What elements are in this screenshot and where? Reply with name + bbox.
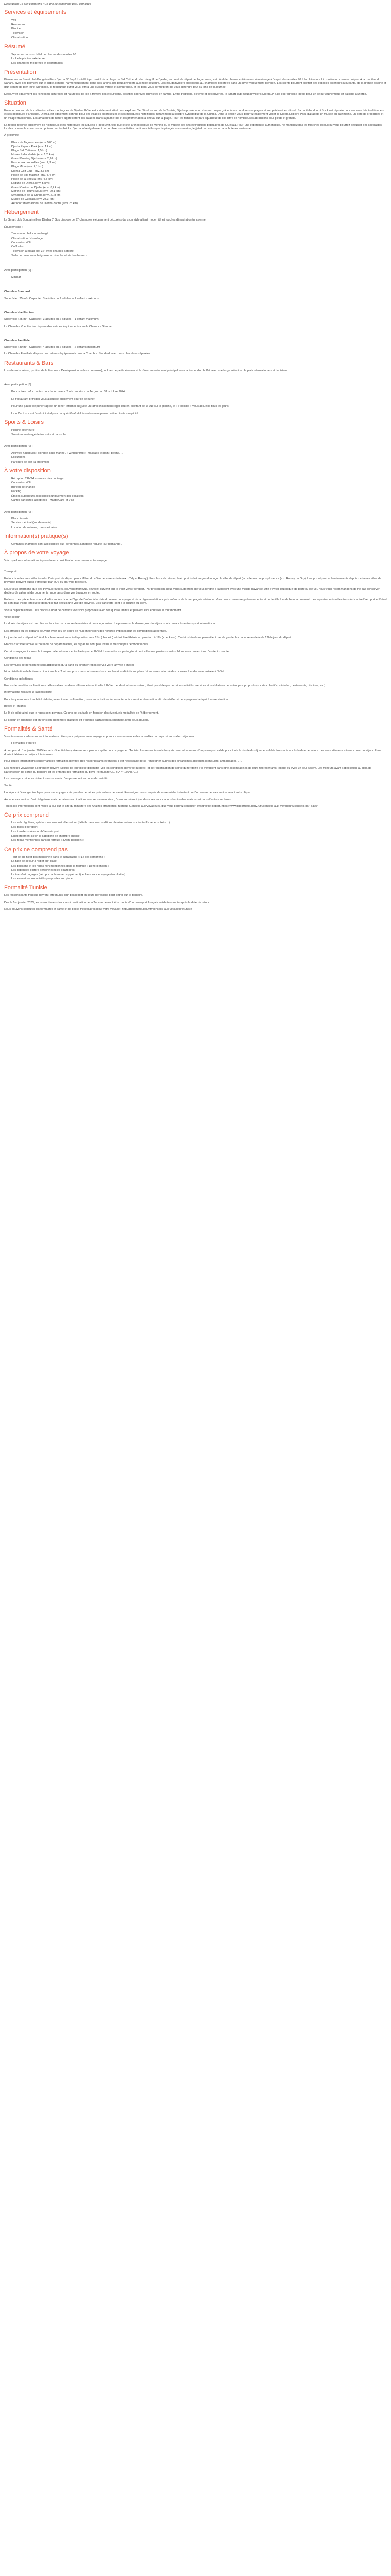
list-item: • Marché de Houmt Souk (env. 20,1 km) <box>11 190 387 193</box>
apropos-paragraph: Le jour de votre départ à l'hôtel, la chambre est mise à disposition vers 15h (check-in) et doit être libérée au plus tard à 12h (check-out). Certains hôtels ne permettent pas de garder la chambre au-delà de 12h le jour du départ. <box>4 636 292 639</box>
list-item: • Musée de Guellala (env. 23,3 km) <box>11 198 387 201</box>
list-item: • Djerba Golf Club (env. 3,3 km) <box>11 170 387 173</box>
apropos-paragraph: Nous vous informons que des travaux routiers, souvent imprévus, peuvent survenir sur le trajet vers l'aéroport. Par précaution, nous vous suggérons de vous rendre à l'aéroport avec une marge d'avance. Afin d'éviter tout risque de perte ou de vol, nous vous recommandons de ne pas conserver d'objets de valeur ni de documents importants dans vos bagages en soute. <box>4 587 380 595</box>
apropos-paragraph: Les formules de pension ne sont appliquées qu'à partir du premier repas servi à votre arrivée à l'hôtel. <box>4 664 135 667</box>
formalites-paragraph: Les mineurs voyageant à l'étranger doivent justifier de leur pièce d'identité (voir les conditions d'entrée du pays) et de l'autorisation de sortie du territoire s'ils voyagent sans être accompagnés de leurs représentants légaux ou avec un seul parent. Les mineurs ayant l'application au-delà de l'autorisation de sortie du territoire et les enfants des formalités du pays (formulaire CERFA n° 15646*01). <box>4 767 372 774</box>
list-item: • Restaurant <box>11 23 387 27</box>
sports-paid-list <box>4 452 387 464</box>
list-item: • Activités nautiques : plongée sous-marine, « windsurfing » (massage et bain), pêche, ... <box>11 452 387 455</box>
list-item: • Plage Sidi Yati (env. 1,5 km) <box>11 149 387 153</box>
apropos-section <box>4 550 387 722</box>
list-item: • Télévision <box>11 32 387 36</box>
list-item: • Djerba Explore Park (env. 1 km) <box>11 145 387 149</box>
equipment-list <box>4 232 387 258</box>
restaurants-intro: Lors de votre séjour, profitez de la formule « Demi-pension » (hors boissons), incluant le petit-déjeuner et le dîner au restaurant principal sous la forme d'un buffet avec une large sélection de plats internationaux et tunisiens. <box>4 369 288 372</box>
list-item: • Parking <box>11 490 387 494</box>
list-item: • Grand Bowling Djerba (env. 2,6 km) <box>11 157 387 161</box>
list-item: • Pour une pause déjeuner rapide, un dîner informel ou juste un rafraîchissement léger tout en profitant de la vue sur la piscine, le « Poolside » vous accueille tous les jours. <box>11 405 387 409</box>
restaurants-note: Avec participation (€) : <box>4 383 33 386</box>
formalites-paragraph: Un séjour à l'étranger implique pour tout voyageur de prendre certaines précautions de santé. Renseignez-vous auprès de votre médecin traitant ou d'un centre de vaccination avant votre départ. <box>4 791 252 794</box>
list-item: • Grand Casino de Djerba (env. 8,2 km) <box>11 186 387 190</box>
formalites-paragraph: À compter du 1er janvier 2025 le carte d'identité française ne sera plus acceptée pour voyager en Tunisie. Les ressortissants français devront se munir d'un passeport valide pour toute la durée du séjour et valable trois mois après la date de retour. Les ressortissants mineurs pour un séjour d'une durée inférieure au séjour à trois mois. <box>4 749 381 756</box>
list-item: • Plage de Sidi Mahrez (env. 4,4 km) <box>11 174 387 177</box>
formalites-paragraph: Les passagers mineurs doivent tous se munir d'un passeport en cours de validité. <box>4 777 108 781</box>
bars-list <box>4 405 387 409</box>
situation-paragraph: Entre le berceau de la civilisation et les montagnes de Djerba, l'hôtel est idéalement situé pour explorer l'île. Situé au sud de la Tunisie, Djerba possède un charme unique grâce à ses nombreuses plages et son patrimoine culturel. Sa capitale Houmt Souk est réputée pour ses marchés traditionnels et ses boutiques d'artisanat. Djerba est également connue pour ses villages pittoresques et ses mosquées historiques, notamment la célèbre Synagogue de la Ghriba. Dans la région vous pourrez également visiter le Djerba Explore Park, qui abrite un musée du patrimoine, un parc de crocodiles et un village traditionnel. Les amateurs de nature apprécieront les balades dans la palmeraie et les promenades à cheval sur la plage. Pour les familles, le parc aquatique de l'île offre de nombreuses attractions pour petits et grands. <box>4 109 384 120</box>
presentation-section <box>4 69 387 96</box>
services-list <box>4 19 387 40</box>
apropos-paragraph: En fonction des vols sélectionnés, l'aéroport de départ peut différer du vôtre de votre arrivée (ex : Orly et Roissy). Pour les vols retours, l'aéroport inclut au grand tronçon la ville de départ (arrivée au compris plusieurs (ex : Roissy ou Orly). Les prix et post acheminements depuis certaines villes de province peuvent aussi s'effectuer par TGV ou par voie terrestre. <box>4 577 382 584</box>
ne-comprend-list <box>4 856 387 882</box>
list-item: • Formalités d'entrée <box>11 742 387 745</box>
disposition-title: À votre disposition <box>4 467 51 474</box>
list-item: • Aéroport International de Djerba-Zarzis (env. 25 km) <box>11 202 387 206</box>
room-extra-vue-piscine: La Chambre Vue Piscine dispose des mêmes équipements que la Chambre Standard. <box>4 325 115 328</box>
formalites-subheading: Santé <box>4 784 12 788</box>
restaurant-main-list <box>4 398 387 401</box>
apropos-paragraph: En cas de conditions climatiques défavorables ou d'une affluence inhabituelle à l'hôtel pendant la basse saison, il est possible que certaines activités, services et installations ne soient pas proposés (sports collectifs, mini-club, restaurants, piscines, etc.). <box>4 684 327 688</box>
list-item: • Terrasse ou balcon aménagé <box>11 232 387 236</box>
prix-list <box>4 821 387 842</box>
disposition-list <box>4 477 387 503</box>
formalites-title: Formalités & Santé <box>4 725 53 732</box>
apropos-paragraph: Vols à capacité limitée : les places à bord de certains vols sont proposées avec des quotas limités et peuvent être épuisées à tout moment. <box>4 608 182 612</box>
apropos-paragraph: En cas d'arrivée tardive à l'hôtel ou de départ matinal, les repas ne sont pas inclus et ne sont pas remboursables. <box>4 643 149 647</box>
list-item: • Les chambres modernes et confortables <box>11 62 387 65</box>
list-item: • Ferme aux crocodiles (env. 1,3 km) <box>11 161 387 165</box>
list-item: • Les boissons et les repas non mentionnés dans la formule « Demi-pension » <box>11 865 387 868</box>
sports-title: Sports & Loisirs <box>4 419 44 426</box>
list-item: • Séjourner dans un hôtel de charme des années 90 <box>11 53 387 57</box>
list-item: • Solarium aménagé de transats et parasols <box>11 433 387 437</box>
apropos-subheading: Votre séjour <box>4 616 20 619</box>
prix-title: Ce prix comprend <box>4 812 49 819</box>
room-name-familiale: Chambre Familiale <box>4 338 30 342</box>
list-item: • L'hébergement selon la catégorie de chambre choisie <box>11 835 387 838</box>
restaurants-section <box>4 360 387 416</box>
list-item: • Climatisation / chauffage <box>11 237 387 241</box>
apropos-paragraph: Certains voyages incluent le transport aller et retour entre l'aéroport et l'hôtel. La navette est partagée et peut effectuer plusieurs arrêts. Nous vous remercions d'en tenir compte. <box>4 650 230 653</box>
intro-text: Description Ce prix comprend : Ce prix ne comprend pas Formalités <box>4 3 91 6</box>
room-paid-list <box>4 276 387 279</box>
list-item: • Coffre-fort <box>11 245 387 249</box>
disposition-section <box>4 468 387 530</box>
list-item: • La belle piscine extérieure <box>11 57 387 61</box>
resume-title: Résumé <box>4 43 25 50</box>
page <box>0 0 391 920</box>
apropos-subheading: Conditions spécifiques <box>4 677 33 681</box>
apropos-subheading: Informations relatives à l'accessibilité <box>4 691 52 694</box>
resume-list <box>4 53 387 65</box>
list-item: • Télévision à écran plat 32" avec chaînes satellite <box>11 250 387 253</box>
list-item: • Excursions <box>11 456 387 460</box>
restaurants-paid-list <box>4 390 387 394</box>
list-item: • Les repas mentionnés dans la formule « Demi-pension » <box>11 839 387 842</box>
hebergement-title: Hébergement <box>4 209 39 216</box>
tunisie-paragraph: Dès le 1er janvier 2025, les ressortissants français à destination de la Tunisie devront être munis d'un passeport français valide trois mois après la date de retour. <box>4 901 210 904</box>
services-section <box>4 9 387 40</box>
sports-section <box>4 419 387 464</box>
list-item: • Climatisation <box>11 36 387 40</box>
hebergement-section <box>4 209 387 356</box>
list-item: • Le transfert bagages (aéroport à éventuel supplément) et l'assurance voyage (facultative) <box>11 873 387 877</box>
list-item: • Le « Cactus » est l'endroit idéal pour un apéritif rafraîchissant ou une pause café en toute simplicité. <box>11 412 387 416</box>
list-item: • Minibar <box>11 276 387 279</box>
list-item: • Les excursions ou activités proposées sur place <box>11 877 387 881</box>
apropos-title: À propos de votre voyage <box>4 550 69 556</box>
proximity-label: À proximité : <box>4 134 21 138</box>
list-item: • Location de voitures, motos et vélos <box>11 526 387 530</box>
list-item: • Wifi <box>11 19 387 22</box>
formalites-paragraph: Toutes les informations sont mises à jour sur le site du ministère des Affaires étrangères, rubrique Conseils aux voyageurs, que vous pouvez consulter avant votre départ. https://www.diplomatie.gouv.fr/fr/conseils-aux-voyageurs/conseils-par-pays/ <box>4 805 318 808</box>
list-item: • Plage de la Seguia (env. 4,8 km) <box>11 178 387 181</box>
situation-paragraph: La région regorge également de nombreux sites historiques et culturels à découvrir, tels que le site archéologique de Meninx ou le musée des arts et traditions populaires de Guellala. Pour une expérience authentique, ne manquez pas les marchés locaux où vous pourrez déguster des spécialités locales comme le couscous au poisson ou les bricks. Djerba offre également de nombreuses activités nautiques telles que la plongée sous-marine, le jet-ski ou encore le parachute ascensionnel. <box>4 123 382 131</box>
list-item: • Les taxes d'aéroport <box>11 826 387 829</box>
formalites-list <box>4 742 387 745</box>
bar-cactus-list <box>4 412 387 416</box>
apropos-paragraph: La durée du séjour est calculée en fonction du nombre de nuitées et non de journées. Le premier et le dernier jour du séjour sont consacrés au transport international. <box>4 622 216 626</box>
presentation-paragraph: Découvrez également les richesses culturelles et naturelles de l'île à travers des excursions, activités sportives ou visites en famille. Entre traditions, détente et découvertes, le Smart club Bougainvilliers Djerba 3* Sup est l'adresse idéale pour un séjour authentique et paisible à Djerba. <box>4 92 367 96</box>
formalites-paragraph: Aucune vaccination n'est obligatoire mais certaines vaccinations sont recommandées ; l'assureur rétro à jour dans ses vaccinations habituelles mais aussi dans d'autres secteurs. <box>4 798 232 801</box>
tunisie-paragraph: Les ressortissants français devront être munis d'un passeport en cours de validité pour entrer sur le territoire. <box>4 894 143 897</box>
list-item: • Salle de bains avec baignoire ou douche et sèche-cheveux <box>11 254 387 258</box>
list-item: • Le restaurant principal vous accueille également pour le déjeuner. <box>11 398 387 401</box>
list-item: • Cartes bancaires acceptées : MasterCard et Visa <box>11 499 387 502</box>
room-desc-standard: Superficie : 25 m² - Capacité : 3 adultes ou 2 adultes + 1 enfant maximum <box>4 297 99 300</box>
list-item: • Connexion Wifi <box>11 481 387 485</box>
apropos-subheading: Bébés et enfants <box>4 704 26 708</box>
apropos-lead: Voici quelques informations à prendre en considération concernant votre voyage. <box>4 559 108 563</box>
infos-section <box>4 533 387 546</box>
hebergement-paragraph: Le Smart club Bougainvilliers Djerba 3* Sup dispose de 97 chambres élégamment décorées dans un style alliant modernité et touches d'inspiration tunisienne. <box>4 218 207 222</box>
tunisie-paragraph: Nous pouvons consulter les formalités et santé et de police nécessaires pour votre voyage : http://diplomatie.gouv.fr/conseils-aux-voyageurs/tunisie <box>4 907 192 911</box>
apropos-subheading: Conditions des repas <box>4 656 31 660</box>
room-name-standard: Chambre Standard <box>4 290 30 294</box>
list-item: • Musée Lalla Hadria (env. 1,2 km) <box>11 153 387 157</box>
prix-section <box>4 812 387 842</box>
list-item: • Parcours de golf (à proximité) <box>11 461 387 464</box>
list-item: • Plage Mida (env. 2,1 km) <box>11 165 387 169</box>
restaurants-title: Restaurants & Bars <box>4 360 54 366</box>
tunisie-title: Formalité Tunisie <box>4 885 47 891</box>
list-item: • Les vols réguliers, spéciaux ou low-cost aller-retour (détails dans les conditions de réservation, sur les tarifs aériens fixés ...) <box>11 821 387 825</box>
list-item: • Certaines chambres sont accessibles aux personnes à mobilité réduite (sur demande). <box>11 543 387 546</box>
room-note: Avec participation (€) : <box>4 268 33 272</box>
formalites-section <box>4 726 387 809</box>
list-item: • Service médical (sur demande) <box>11 521 387 525</box>
apropos-paragraph: Le séjour en chambre est en fonction du nombre d'adultes et d'enfants partageant la chambre avec deux adultes. <box>4 718 149 722</box>
list-item: • Bureau de change <box>11 486 387 489</box>
disposition-paid-list <box>4 517 387 530</box>
apropos-paragraph: Pour les personnes à mobilité réduite, avant toute confirmation, nous vous invitons à contacter notre service réservation afin de vérifier si ce voyage est adapté à votre situation. <box>4 698 229 701</box>
list-item: • Connexion Wifi <box>11 241 387 245</box>
apropos-paragraph: Le lit de bébé ainsi que le repas sont payants. Ce prix est variable en fonction des éventuels modalités de l'hébergement. <box>4 711 159 715</box>
ne-comprend-section <box>4 846 387 882</box>
ne-comprend-title: Ce prix ne comprend pas <box>4 846 68 853</box>
apropos-paragraph: Enfants : Les prix enfant sont calculés en fonction de l'âge de l'enfant à la date du retour du voyage et de la réglementation « prix enfant » de la compagnie aérienne. Vous devrez en outre présenter le livret de famille lors de l'embarquement. Les rapatriements et les transferts entre l'aéroport et l'hôtel ne sont pas inclus lorsque le départ se fait depuis une ville de province. Les transferts sont à la charge du client. <box>4 598 387 605</box>
equipment-label: Équipements : <box>4 225 23 229</box>
list-item: • Lagune de Djerba (env. 5 km) <box>11 182 387 185</box>
list-item: • Synagogue de la Ghriba (env. 21,8 km) <box>11 194 387 197</box>
room-extra-familiale: La Chambre Familiale dispose des mêmes équipements que la Chambre Standard avec deux chambres séparées. <box>4 352 151 356</box>
apropos-paragraph: Les arrivées ou les départs peuvent avoir lieu en cours de nuit en fonction des horaires imposés par les compagnies aériennes. <box>4 629 167 633</box>
formalites-lead: Vous trouverez ci-dessous les informations utiles pour préparer votre voyage et prendre connaissance des actualités du pays où vous allez séjourner. <box>4 735 196 738</box>
apropos-paragraph: Ni la distribution de boissons ni la formule « Tout compris » ne sont servies hors des horaires définis sur place. Vous serez informé des horaires lors de votre arrivée à l'hôtel. <box>4 670 225 674</box>
list-item: • Étages supérieurs accessibles uniquement par escaliers <box>11 495 387 498</box>
list-item: • La taxe de séjour à régler sur place <box>11 860 387 863</box>
disposition-note: Avec participation (€) : <box>4 510 33 514</box>
room-desc-familiale: Superficie : 30 m² - Capacité : 4 adultes ou 2 adultes + 2 enfants maximum <box>4 346 100 349</box>
list-item: • Les dépenses d'ordre personnel et les pourboires <box>11 869 387 872</box>
sports-list <box>4 429 387 437</box>
situation-section <box>4 100 387 206</box>
list-item: • Piscine <box>11 27 387 31</box>
tunisie-section <box>4 885 387 911</box>
list-item: • Phare de Taguermess (env. 500 m) <box>11 141 387 145</box>
situation-title: Situation <box>4 99 26 106</box>
proximity-list <box>4 141 387 206</box>
presentation-paragraph: Bienvenue au Smart club Bougainvilliers Djerba 3* Sup ! Installé à proximité de la plage de Sidi Yati et du club de golf de Djerba, au point de départ de l'agamasse, cet hôtel de charme entièrement réaménagé à l'esprit des années 90 à l'architecture lui confère un charme unique. À la manière du Sahara, avec ses palmiers sur le sable, il marie harmonieusement, dans ses jardins, les bougainvilliers aux mille couleurs. Les Bougainvilliers proposent 111 chambres décorées dans un style typiquement djerbien. Les clients pourront profiter des espaces extérieurs luxuriants, de la grande piscine et d'un centre de bien-être. Sur place, le restaurant buffet vous offrira une cuisine variée et savoureuse, et les bars vous permettront de vous détendre tout au long de la journée. <box>4 78 386 89</box>
resume-section <box>4 44 387 65</box>
room-name-vue-piscine: Chambre Vue Piscine <box>4 311 34 314</box>
list-item: • Blanchisserie <box>11 517 387 521</box>
list-item: • Réception 24h/24 – service de concierge <box>11 477 387 481</box>
infos-list <box>4 543 387 546</box>
infos-title: Information(s) pratique(s) <box>4 533 68 540</box>
presentation-title: Présentation <box>4 69 36 75</box>
list-item: • Tout ce qui n'est pas mentionné dans le paragraphe « Le prix comprend » <box>11 856 387 859</box>
formalites-paragraph: Pour toutes informations concernant les formalités d'entrée des ressortissants étrangers, il est nécessaire de se renseigner auprès des organismes adéquats (consulats, ambassades, ...). <box>4 760 242 764</box>
list-item: • Piscine extérieure <box>11 429 387 432</box>
list-item: • Les transferts aéroport-hôtel-aéroport <box>11 830 387 834</box>
list-item: • Pour votre confort, optez pour la formule « Tout compris » du 1er juin au 31 octobre 2024. <box>11 390 387 394</box>
room-desc-vue-piscine: Superficie : 25 m² - Capacité : 3 adultes ou 2 adultes + 1 enfant maximum <box>4 318 99 321</box>
sports-note: Avec participation (€) : <box>4 445 33 448</box>
services-title: Services et équipements <box>4 9 67 16</box>
transport-label: Transport <box>4 570 17 573</box>
